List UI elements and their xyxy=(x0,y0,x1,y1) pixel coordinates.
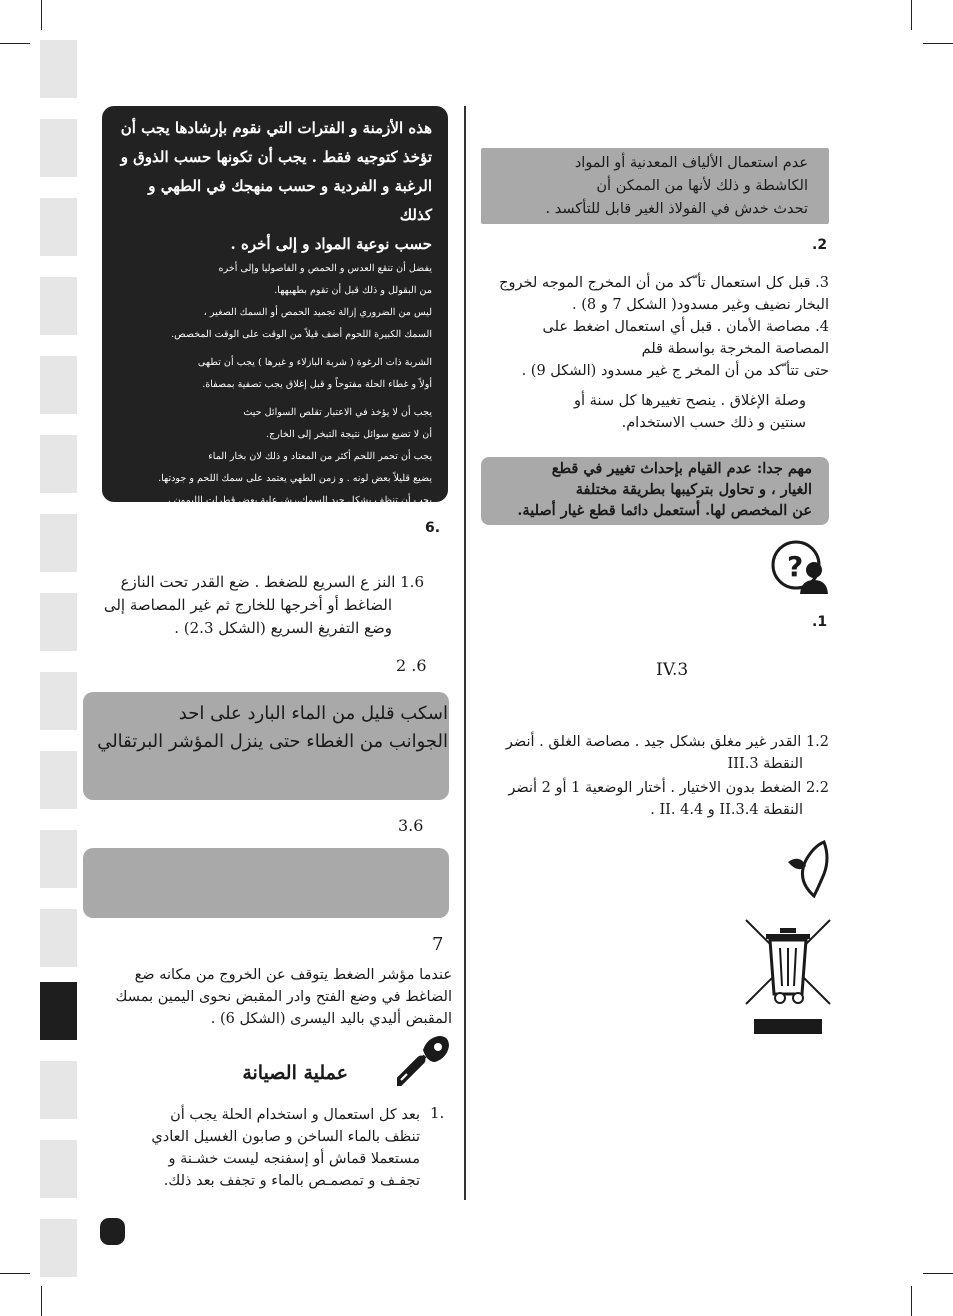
text-line: بعد كل استعمال و استخدام الحلة يجب أن xyxy=(170,1107,420,1123)
crop-mark xyxy=(0,1273,30,1274)
language-tab xyxy=(40,277,77,335)
text-line: النقطة 3.4.II و 4.4 .II . xyxy=(650,802,803,818)
text-line: الضاغط في وضع الفتح وادر المقبض نحوى اليمين بمسك xyxy=(115,989,452,1005)
section-number: 3.6 xyxy=(398,816,424,835)
section-number: 2 .6 xyxy=(396,656,427,675)
text-line: مهم جدا: عدم القيام بإحداث تغيير في قطع xyxy=(551,460,812,477)
page-number-badge xyxy=(100,1218,125,1245)
section-number: 7 xyxy=(432,934,444,955)
text-line: المصاصة المخرجة بواسطة قلم xyxy=(641,341,829,357)
crossed-bin-icon xyxy=(744,918,832,1036)
important-box-text xyxy=(484,458,812,521)
question-person-icon xyxy=(770,538,832,596)
text-line: اسكب قليل من الماء البارد على احد xyxy=(178,703,448,724)
tip-box-2-6-text xyxy=(86,700,448,756)
tip-line: تؤخذ كتوجيه فقط . يجب أن تكونها حسب الذوق و xyxy=(120,148,432,166)
tip-box-3-6 xyxy=(83,848,449,918)
text-line: 1.2 القدر غير مغلق بشكل جيد . مصاصة الغلق . أنضر xyxy=(505,734,829,750)
maintenance-number: 1. xyxy=(430,1104,445,1122)
language-tab-active xyxy=(40,982,77,1040)
tip-line: هذه الأزمنة و الفترات التي نقوم بإرشادها يجب أن xyxy=(120,119,432,137)
tip-detail: و ضع الملح بعد الطهي مباشرة. xyxy=(307,517,432,528)
tip-detail: ليس من الضروري إزالة تجميد الحمص أو السمك الصغير ، xyxy=(203,307,432,318)
text-line: مستعملا قماش أو إسفنجه ليست خشـنة و xyxy=(168,1151,420,1167)
tip-detail: أن لا تضيع سوائل نتيجة التبخر إلى الخارج. xyxy=(266,429,432,440)
text-line: 1.6 النز ع السريع للضغط . ضع القدر تحت النازع xyxy=(120,573,424,591)
column-divider xyxy=(464,106,466,1200)
text-line: تحدث خدش في الفولاذ الغير قابل للتأكسد . xyxy=(545,201,808,217)
language-tab xyxy=(40,751,77,809)
paragraph-7 xyxy=(80,964,452,1030)
tip-detail: السمك الكبيرة اللحوم أضف قيلاً من الوقت على الوقت المخصص. xyxy=(171,329,432,340)
text-line: الجوانب من الغطاء حتى ينزل المؤشر البرتقالي xyxy=(97,731,448,752)
crop-mark xyxy=(911,1286,912,1316)
crop-mark xyxy=(911,0,912,30)
text-line: عدم استعمال الألياف المعدنية أو المواد xyxy=(574,155,808,171)
language-tab xyxy=(40,40,77,98)
seal-paragraph xyxy=(520,390,806,434)
warning-box-text xyxy=(486,152,808,221)
maintenance-paragraph xyxy=(110,1104,420,1192)
language-tab xyxy=(40,1140,77,1198)
maintenance-title: عملية الصيانة xyxy=(242,1062,348,1084)
language-tab xyxy=(40,1219,77,1277)
text-line: 2.2 الضغط بدون الاختيار . أختار الوضعية 1 أو 2 أنضر xyxy=(508,780,829,796)
section-number: 6. xyxy=(425,520,441,536)
language-tab xyxy=(40,514,77,572)
cooking-tips-box xyxy=(102,106,448,528)
text-line: وضع التفريغ السريع (الشكل 2.3) . xyxy=(174,619,392,637)
text-line: وصلة الإغلاق . ينصح تغييرها كل سنة أو xyxy=(574,393,806,409)
text-line: المقبض أليدي باليد اليسرى (الشكل 6) . xyxy=(210,1011,452,1027)
text-line: تنظف بالماء الساخن و صابون الغسيل العادي xyxy=(151,1129,420,1145)
text-line: عن المخصص لها. أستعمل دائما قطع غيار أصلية. xyxy=(517,502,812,519)
language-tab xyxy=(40,1061,77,1119)
tip-detail: يجب أن تحمر اللحم أكثر من المعتاد و ذلك لان بخار الماء xyxy=(208,451,432,462)
tip-line: الرغبة و الفردية و حسب منهجك في الطهي و كذلك xyxy=(148,177,432,224)
paragraph-1-6 xyxy=(72,571,424,640)
text-line: الضاغط أو أخرجها للخارج ثم غير المصاصة إلى xyxy=(103,596,392,614)
text-line: تجفـف و تمصمـص بالماء و تجفف بعد ذلك. xyxy=(163,1173,420,1189)
paragraph-3-4 xyxy=(478,272,829,382)
tip-line: حسب نوعية المواد و إلى أخره . xyxy=(230,235,432,253)
tip-detail: يجب أن لا يؤخذ في الاعتبار تقلص السوائل حيث xyxy=(243,407,432,418)
paragraph-1-2 xyxy=(472,731,829,775)
section-number: .1 xyxy=(812,614,828,630)
tip-detail: أولاً و غطاء الحلة مفتوحاً و قبل إغلاق يجب تصفية بمصفاة. xyxy=(202,379,432,390)
leaf-icon xyxy=(786,840,830,898)
paragraph-2-2 xyxy=(472,777,829,821)
tip-detail: يضيع قليلاً بعض لونه . و زمن الطهي يعتمد على سمك اللحم و جودتها. xyxy=(158,473,432,484)
text-line: حتى تتأ ّكد من أن المخر ج غير مسدود (الشكل 9) . xyxy=(521,363,829,379)
screwdriver-icon xyxy=(397,1032,453,1086)
section-number: .2 xyxy=(812,237,828,253)
text-line: الغيار ، و تحاول بتركيبها بطريقة مختلفة xyxy=(575,481,812,498)
crop-mark xyxy=(41,1286,42,1316)
crop-mark xyxy=(41,0,42,30)
language-tab xyxy=(40,356,77,414)
language-tab xyxy=(40,672,77,730)
language-tab xyxy=(40,830,77,888)
tip-detail: يفضل أن تنقع العدس و الحمص و الفاصوليا وإلى أخره xyxy=(218,263,432,274)
text-line: النقطة 3.III xyxy=(727,756,803,772)
text-line: الكاشطة و ذلك لأنها من الممكن أن xyxy=(596,178,808,194)
text-line: سنتين و ذلك حسب الاستخدام. xyxy=(621,415,806,431)
text-line: البخار نضيف وغير مسدود( الشكل 7 و 8) . xyxy=(572,297,829,313)
language-tab xyxy=(40,909,77,967)
crop-mark xyxy=(923,43,953,44)
language-tab xyxy=(40,435,77,493)
language-tab xyxy=(40,119,77,177)
tip-detail: من البقولل و ذلك قبل أن تقوم بطهيهها. xyxy=(274,285,432,296)
tip-detail: الشربة ذات الرغوة ( شربة البازلاء و غيرها ) يجب أن تطهى xyxy=(197,357,432,368)
text-line: عندما مؤشر الضغط يتوقف عن الخروج من مكانه ضع xyxy=(134,967,452,983)
crop-mark xyxy=(923,1273,953,1274)
language-tab xyxy=(40,198,77,256)
crop-mark xyxy=(0,43,30,44)
svg-text:?: ? xyxy=(787,550,804,583)
tip-detail: يجب أن تنظف بشكل جيد السمك،رش علية بعض قطرات الليمون ، xyxy=(167,495,432,506)
text-line: 4. مصاصة الأمان . قبل أي استعمال اضغط على xyxy=(542,319,829,335)
section-heading: IV.3 xyxy=(656,660,689,680)
text-line: 3. قبل كل استعمال تأ ّكد من أن المخرج الموجه لخروج xyxy=(499,275,829,291)
